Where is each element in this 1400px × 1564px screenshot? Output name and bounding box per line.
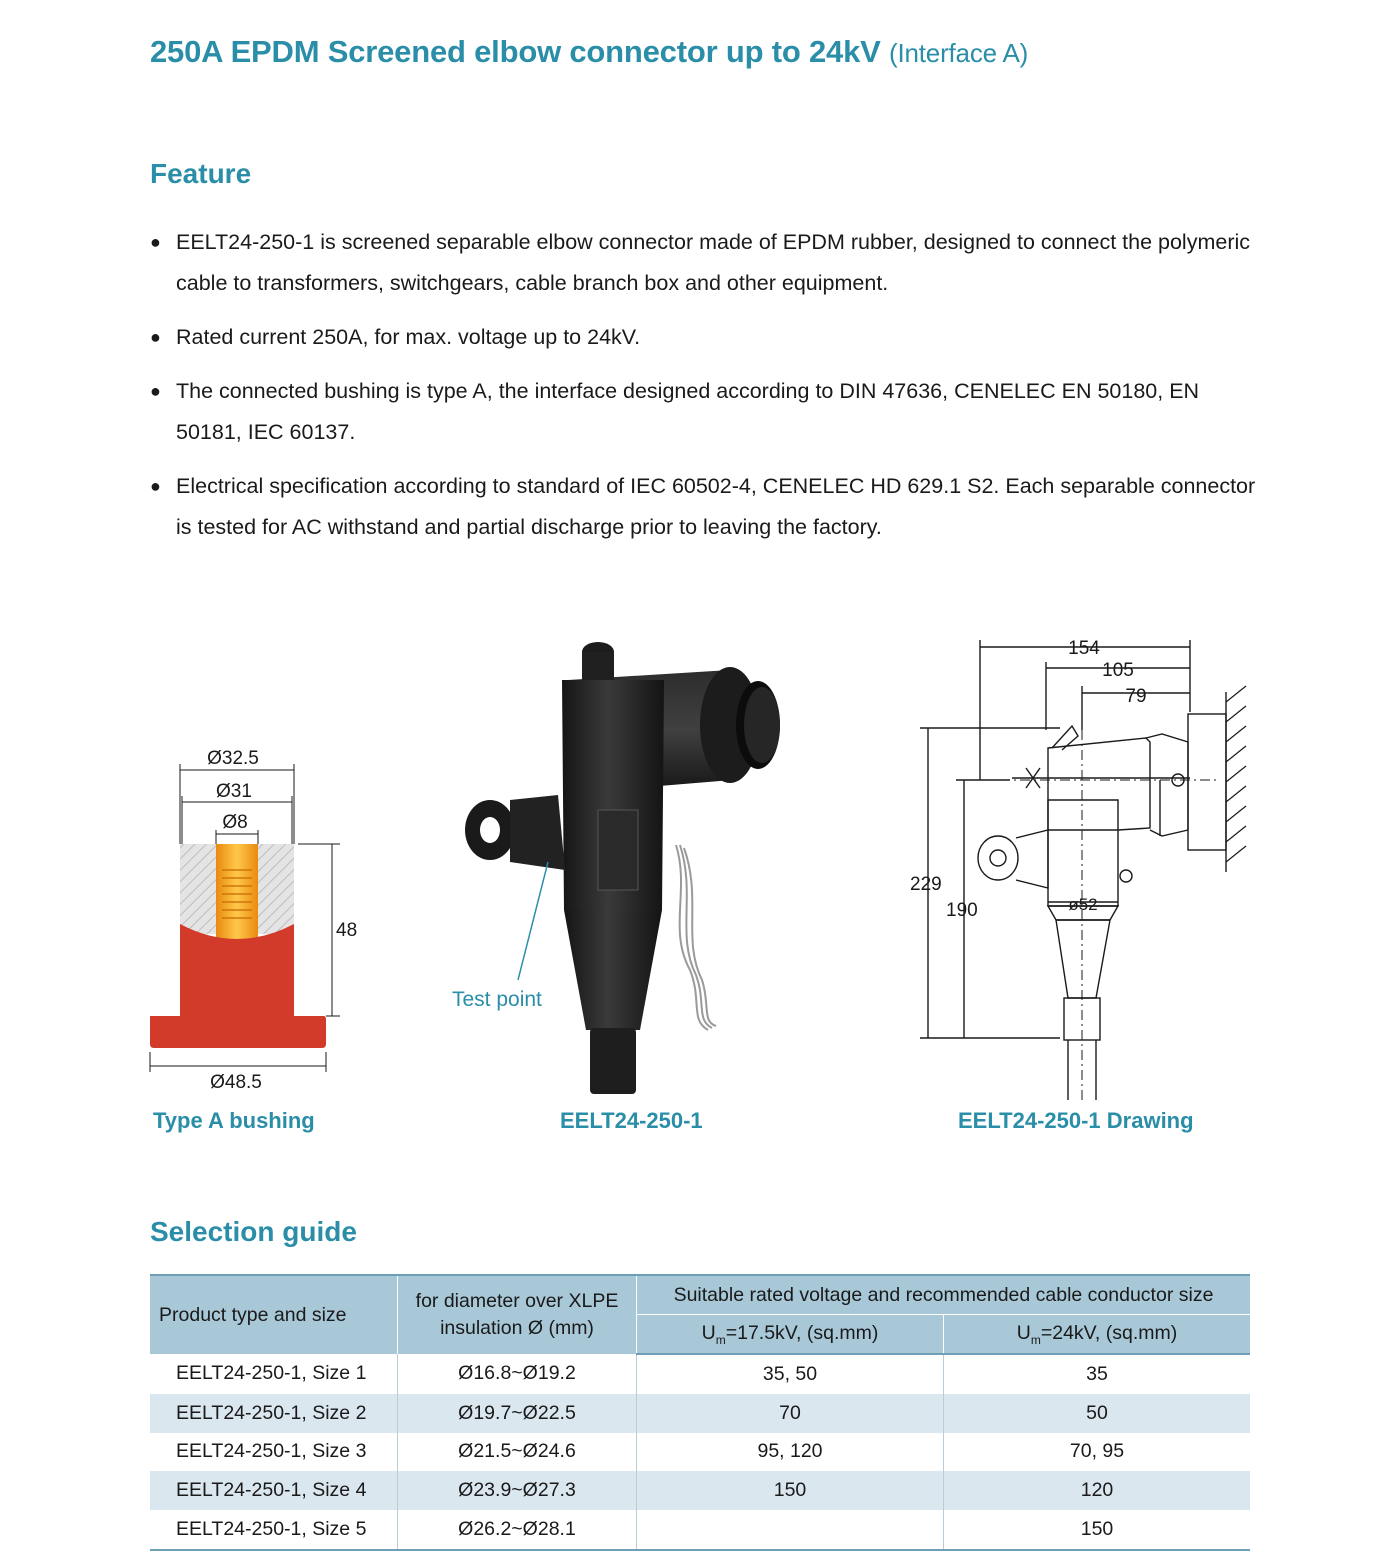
bushing-figure bbox=[140, 740, 358, 1100]
elbow-drawing bbox=[900, 630, 1260, 1100]
bullet-icon: ● bbox=[150, 476, 161, 496]
dim-bushing-d1: Ø32.5 bbox=[207, 748, 259, 769]
dim-drawing-w1: 154 bbox=[1068, 638, 1100, 659]
table-row: EELT24-250-1, Size 4 Ø23.9~Ø27.3 150 120 bbox=[150, 1471, 1250, 1510]
dim-drawing-h1: 229 bbox=[910, 874, 942, 895]
table-row: EELT24-250-1, Size 1 Ø16.8~Ø19.2 35, 50 35 bbox=[150, 1354, 1250, 1394]
dim-drawing-w2: 105 bbox=[1102, 660, 1134, 681]
bullet-icon: ● bbox=[150, 232, 161, 252]
selection-heading: Selection guide bbox=[150, 1216, 357, 1247]
table-row: EELT24-250-1, Size 2 Ø19.7~Ø22.5 70 50 bbox=[150, 1394, 1250, 1433]
feature-heading: Feature bbox=[150, 158, 252, 189]
header-24kv: $U_m=24kV$, (sq.mm) bbox=[944, 1315, 1251, 1355]
drawing-caption: EELT24-250-1 Drawing bbox=[958, 1108, 1194, 1133]
dim-drawing-d: ø52 bbox=[1068, 895, 1098, 914]
product-caption: EELT24-250-1 bbox=[560, 1108, 703, 1133]
feature-item: ● EELT24-250-1 is screened separable elbow connector made of EPDM rubber, designed to connect the polymeric cable to transformers, switchgears, cable branch box and other equipment. bbox=[148, 222, 1258, 304]
bullet-icon: ● bbox=[150, 381, 161, 401]
feature-item: ● Rated current 250A, for max. voltage up to 24kV. bbox=[148, 317, 1258, 358]
header-product: Product type and size bbox=[150, 1275, 398, 1354]
table-row: EELT24-250-1, Size 5 Ø26.2~Ø28.1 150 bbox=[150, 1510, 1250, 1550]
page-title bbox=[150, 34, 1028, 70]
header-diameter: for diameter over XLPE insulation Ø (mm) bbox=[398, 1275, 637, 1354]
feature-item: ● Electrical specification according to standard of IEC 60502-4, CENELEC HD 629.1 S2. Each separable connector is tested for AC withstand and partial discharge prior to leaving the factory. bbox=[148, 466, 1258, 548]
bullet-icon: ● bbox=[150, 327, 161, 347]
test-point-callout: Test point bbox=[452, 988, 542, 1011]
feature-item: ● The connected bushing is type A, the interface designed according to DIN 47636, CENELEC EN 50180, EN 50181, IEC 60137. bbox=[148, 371, 1258, 453]
dim-drawing-h2: 190 bbox=[946, 900, 978, 921]
dim-bushing-base: Ø48.5 bbox=[210, 1072, 262, 1093]
dim-bushing-d3: Ø8 bbox=[222, 812, 248, 833]
header-group: Suitable rated voltage and recommended cable conductor size bbox=[637, 1275, 1251, 1315]
selection-table bbox=[150, 1274, 1250, 1551]
title-sub: (Interface A) bbox=[889, 38, 1029, 68]
header-17kv: $U_m=17.5kV$, (sq.mm) bbox=[637, 1315, 944, 1355]
dim-bushing-d2: Ø31 bbox=[216, 781, 252, 802]
dim-bushing-h: 48 bbox=[336, 920, 358, 941]
elbow-connector-photo bbox=[440, 630, 760, 1100]
bushing-caption: Type A bushing bbox=[153, 1108, 315, 1133]
dim-drawing-w3: 79 bbox=[1125, 686, 1147, 707]
title-main: 250A EPDM Screened elbow connector up to 24kV bbox=[150, 34, 881, 69]
table-row: EELT24-250-1, Size 3 Ø21.5~Ø24.6 95, 120 70, 95 bbox=[150, 1433, 1250, 1472]
feature-list bbox=[148, 222, 1258, 561]
